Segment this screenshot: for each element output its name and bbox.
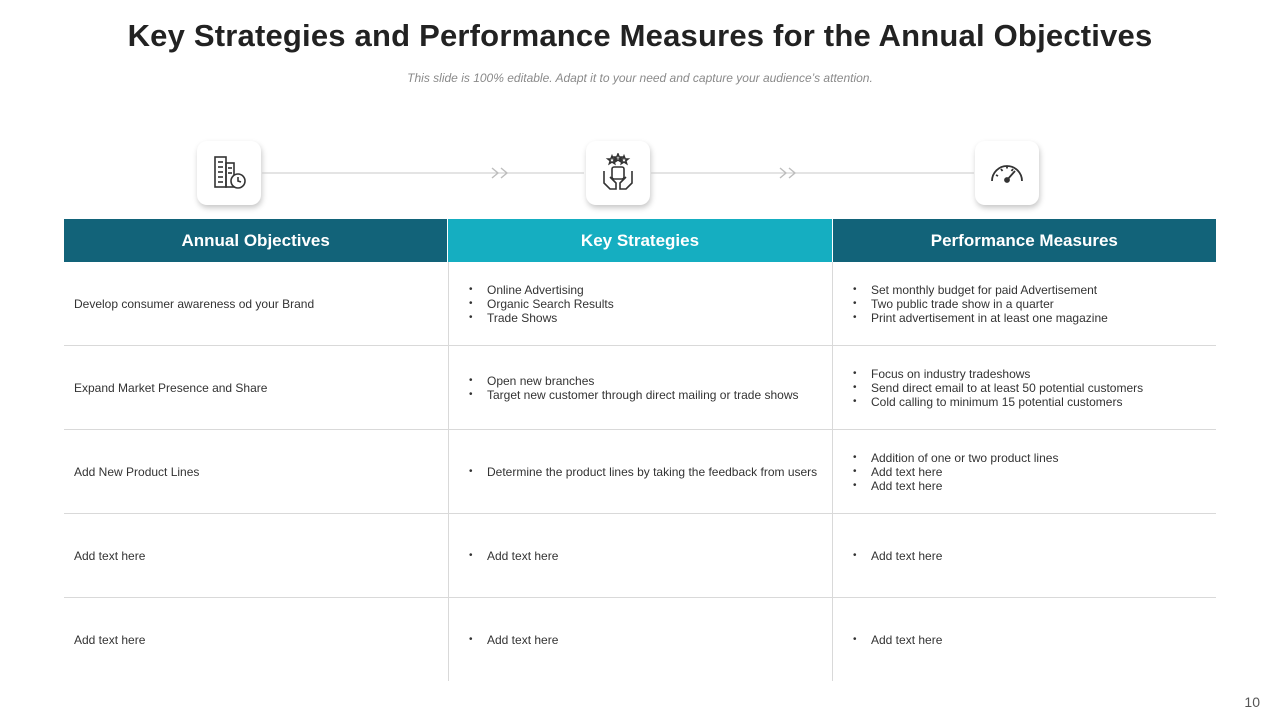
strategy-cell (448, 514, 832, 597)
measure-item: • Set monthly budget for paid Advertisement (859, 283, 1206, 297)
measure-item: • Add text here (859, 633, 1206, 647)
measure-cell (832, 430, 1216, 513)
table-row (64, 514, 1216, 598)
objectives-table (64, 219, 1216, 681)
measures-icon-box (975, 141, 1039, 205)
measure-cell (832, 262, 1216, 345)
strategy-item: • Add text here (475, 549, 822, 563)
table-row (64, 430, 1216, 514)
strategy-item: • Determine the product lines by taking the feedback from users (475, 465, 822, 479)
measure-list (843, 451, 1206, 493)
strategy-list (459, 633, 822, 647)
objective-cell (64, 262, 448, 345)
measure-cell (832, 598, 1216, 681)
strategy-item: • Organic Search Results (475, 297, 822, 311)
table-header (64, 219, 1216, 262)
measure-item: • Add text here (859, 479, 1206, 493)
measure-list (843, 549, 1206, 563)
objective-text: Develop consumer awareness od your Brand (74, 296, 315, 311)
objective-cell (64, 598, 448, 681)
measure-cell (832, 514, 1216, 597)
objective-text: Add text here (74, 632, 146, 647)
table-row (64, 262, 1216, 346)
measure-cell (832, 346, 1216, 429)
strategy-list (459, 283, 822, 325)
strategy-item: • Open new branches (475, 374, 822, 388)
strategy-item: • Trade Shows (475, 311, 822, 325)
page-number: 10 (1244, 694, 1260, 710)
buildings-clock-icon (209, 153, 249, 193)
measure-item: • Focus on industry tradeshows (859, 367, 1206, 381)
strategy-item: • Target new customer through direct mailing or trade shows (475, 388, 822, 402)
slide-title: Key Strategies and Performance Measures for the Annual Objectives (127, 18, 1153, 53)
connector-arrow-2 (651, 167, 974, 179)
objective-cell (64, 430, 448, 513)
strategy-item: • Online Advertising (475, 283, 822, 297)
speedometer-icon (987, 153, 1027, 193)
objective-text: Add New Product Lines (74, 464, 200, 479)
objective-text: Add text here (74, 548, 146, 563)
measure-item: • Addition of one or two product lines (859, 451, 1206, 465)
table-row (64, 346, 1216, 430)
measure-list (843, 283, 1206, 325)
measure-item: • Add text here (859, 549, 1206, 563)
measure-item: • Cold calling to minimum 15 potential customers (859, 395, 1206, 409)
strategy-cell (448, 430, 832, 513)
measure-item: • Print advertisement in at least one magazine (859, 311, 1206, 325)
header-key-strategies: Key Strategies (447, 219, 831, 262)
measure-list (843, 367, 1206, 409)
strategy-item: • Add text here (475, 633, 822, 647)
measure-item: • Send direct email to at least 50 potential customers (859, 381, 1206, 395)
measure-item: • Add text here (859, 465, 1206, 479)
award-hands-icon (598, 153, 638, 193)
strategy-list (459, 374, 822, 402)
strategy-cell (448, 262, 832, 345)
slide-subtitle: This slide is 100% editable. Adapt it to your need and capture your audience’s attention. (407, 71, 873, 85)
table-body (64, 262, 1216, 681)
objective-cell (64, 514, 448, 597)
objective-text: Expand Market Presence and Share (74, 380, 268, 395)
objectives-icon-box (197, 141, 261, 205)
measure-list (843, 633, 1206, 647)
strategy-list (459, 465, 822, 479)
header-annual-objectives: Annual Objectives (64, 219, 447, 262)
table-row (64, 598, 1216, 681)
strategy-cell (448, 346, 832, 429)
objective-cell (64, 346, 448, 429)
header-performance-measures: Performance Measures (832, 219, 1216, 262)
strategies-icon-box (586, 141, 650, 205)
strategy-list (459, 549, 822, 563)
connector-arrow-1 (262, 167, 584, 179)
measure-item: • Two public trade show in a quarter (859, 297, 1206, 311)
strategy-cell (448, 598, 832, 681)
